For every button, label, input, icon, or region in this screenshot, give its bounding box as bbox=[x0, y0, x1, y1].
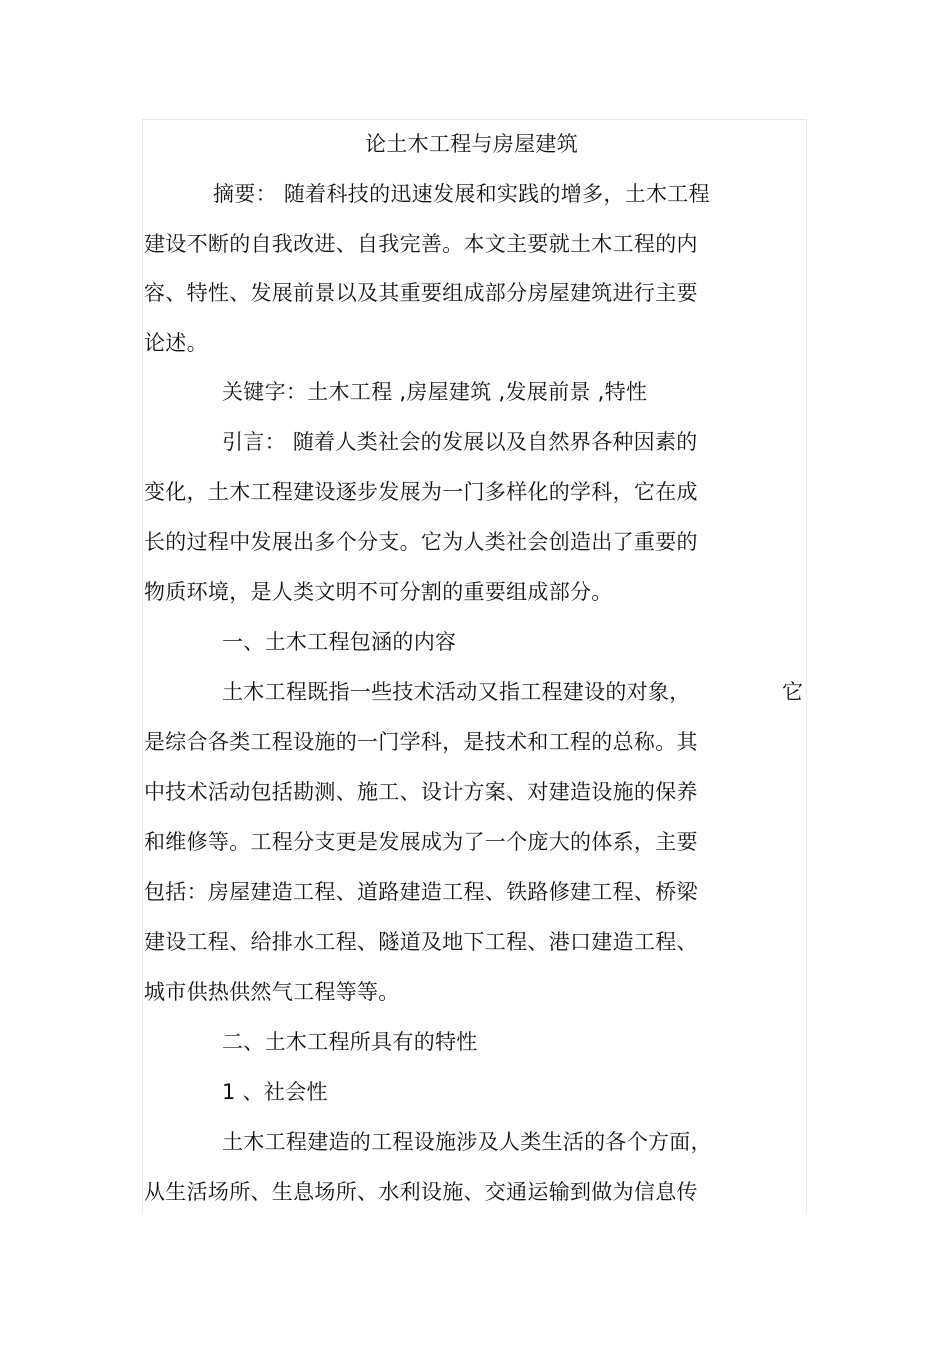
abstract-line-1: 摘要： 随着科技的迅速发展和实践的增多，土木工程 bbox=[213, 182, 710, 206]
section2-heading: 二、土木工程所具有的特性 bbox=[222, 1030, 478, 1054]
section1-line-1-tail: 它 bbox=[782, 680, 804, 704]
section1-line-5: 包括：房屋建造工程、道路建造工程、铁路修建工程、桥梁 bbox=[144, 880, 698, 904]
section1-line-1: 土木工程既指一些技术活动又指工程建设的对象， bbox=[222, 680, 691, 704]
section2-sub1-heading: 1 、社会性 bbox=[222, 1080, 328, 1104]
section1-line-3: 中技术活动包括勘测、施工、设计方案、对建造设施的保养 bbox=[144, 780, 698, 804]
keywords-line: 关键字：土木工程 ,房屋建筑 ,发展前景 ,特性 bbox=[222, 380, 648, 404]
section1-heading: 一、土木工程包涵的内容 bbox=[222, 630, 457, 654]
intro-line-2: 变化，土木工程建设逐步发展为一门多样化的学科，它在成 bbox=[144, 480, 698, 504]
intro-line-4: 物质环境，是人类文明不可分割的重要组成部分。 bbox=[144, 580, 613, 604]
intro-line-1: 引言： 随着人类社会的发展以及自然界各种因素的 bbox=[222, 430, 698, 454]
abstract-line-2: 建设不断的自我改进、自我完善。本文主要就土木工程的内 bbox=[144, 232, 698, 256]
section2-line-1: 土木工程建造的工程设施涉及人类生活的各个方面， bbox=[222, 1130, 712, 1154]
document-title: 论土木工程与房屋建筑 bbox=[365, 132, 578, 156]
section1-line-7: 城市供热供然气工程等等。 bbox=[144, 980, 400, 1004]
abstract-line-4: 论述。 bbox=[144, 331, 208, 355]
abstract-line-3: 容、特性、发展前景以及其重要组成部分房屋建筑进行主要 bbox=[144, 281, 698, 305]
section2-line-2: 从生活场所、生息场所、水利设施、交通运输到做为信息传 bbox=[144, 1180, 698, 1204]
section1-line-4: 和维修等。工程分支更是发展成为了一个庞大的体系，主要 bbox=[144, 830, 698, 854]
intro-line-3: 长的过程中发展出多个分支。它为人类社会创造出了重要的 bbox=[144, 530, 698, 554]
section1-line-6: 建设工程、给排水工程、隧道及地下工程、港口建造工程、 bbox=[144, 930, 698, 954]
section1-line-2: 是综合各类工程设施的一门学科，是技术和工程的总称。其 bbox=[144, 730, 698, 754]
